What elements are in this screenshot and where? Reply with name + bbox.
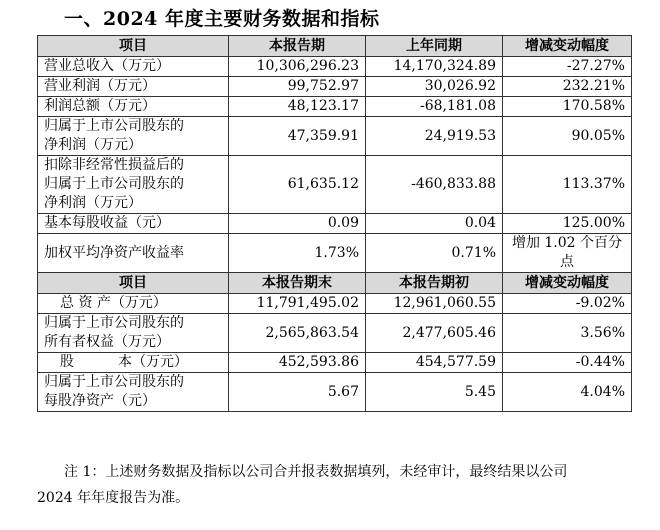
table-row xyxy=(38,214,632,234)
change-value: 增加 1.02 个百分点 xyxy=(503,234,632,273)
table-row xyxy=(38,234,632,273)
row-label: 营业利润（万元） xyxy=(38,77,229,97)
current-value: 2,565,863.54 xyxy=(229,314,366,353)
current-value: 47,359.91 xyxy=(229,117,366,156)
row-label-line: 归属于上市公司股东的 xyxy=(44,374,184,390)
current-value: 452,593.86 xyxy=(229,353,366,373)
row-label: 营业总收入（万元） xyxy=(38,57,229,77)
change-value: 90.05% xyxy=(503,117,632,156)
header-prior-period: 上年同期 xyxy=(366,36,503,57)
row-label xyxy=(38,373,229,412)
change-value: 3.56% xyxy=(503,314,632,353)
row-label: 总 资 产（万元） xyxy=(38,294,229,314)
row-label-line: 归属于上市公司股东的 xyxy=(44,176,184,192)
current-value: 10,306,296.23 xyxy=(229,57,366,77)
row-label xyxy=(38,156,229,214)
row-label xyxy=(38,117,229,156)
table-row xyxy=(38,77,632,97)
current-value: 0.09 xyxy=(229,214,366,234)
financial-table xyxy=(37,35,632,412)
change-value: 113.37% xyxy=(503,156,632,214)
row-label xyxy=(38,314,229,353)
row-label: 加权平均净资产收益率 xyxy=(38,234,229,273)
table-row xyxy=(38,117,632,156)
prior-value: -460,833.88 xyxy=(366,156,503,214)
header-change: 增减变动幅度 xyxy=(503,36,632,57)
row-label-line: 净利润（万元） xyxy=(44,195,142,211)
table1-header-row xyxy=(38,36,632,57)
header-current-period: 本报告期 xyxy=(229,36,366,57)
row-label-line: 每股净资产（元） xyxy=(44,393,156,409)
change-value: -9.02% xyxy=(503,294,632,314)
prior-value: 2,477,605.46 xyxy=(366,314,503,353)
table-row xyxy=(38,373,632,412)
current-value: 1.73% xyxy=(229,234,366,273)
table-row xyxy=(38,97,632,117)
change-value: 4.04% xyxy=(503,373,632,412)
row-label-line: 归属于上市公司股东的 xyxy=(44,315,184,331)
prior-value: 12,961,060.55 xyxy=(366,294,503,314)
prior-value: 24,919.53 xyxy=(366,117,503,156)
row-label-part: 股 xyxy=(60,354,74,370)
change-value: -0.44% xyxy=(503,353,632,373)
header-item: 项目 xyxy=(38,36,229,57)
prior-value: 14,170,324.89 xyxy=(366,57,503,77)
row-label-line: 净利润（万元） xyxy=(44,137,142,153)
current-value: 5.67 xyxy=(229,373,366,412)
current-value: 99,752.97 xyxy=(229,77,366,97)
prior-value: -68,181.08 xyxy=(366,97,503,117)
prior-value: 0.71% xyxy=(366,234,503,273)
table-row xyxy=(38,314,632,353)
section-title: 一、2024 年度主要财务数据和指标 xyxy=(64,8,380,30)
row-label-part: 本（万元） xyxy=(118,354,188,370)
footnote-continued: 2024 年年度报告为准。 xyxy=(37,490,190,506)
row-label xyxy=(38,353,229,373)
table2-header-row xyxy=(38,273,632,294)
header-item: 项目 xyxy=(38,273,229,294)
row-label-line: 所有者权益（万元） xyxy=(44,334,170,350)
table-row xyxy=(38,57,632,77)
row-label: 利润总额（万元） xyxy=(38,97,229,117)
table-row xyxy=(38,294,632,314)
prior-value: 454,577.59 xyxy=(366,353,503,373)
current-value: 48,123.17 xyxy=(229,97,366,117)
header-period-start: 本报告期初 xyxy=(366,273,503,294)
current-value: 11,791,495.02 xyxy=(229,294,366,314)
change-value: -27.27% xyxy=(503,57,632,77)
header-change: 增减变动幅度 xyxy=(503,273,632,294)
current-value: 61,635.12 xyxy=(229,156,366,214)
row-label-line: 归属于上市公司股东的 xyxy=(44,118,184,134)
row-label: 基本每股收益（元） xyxy=(38,214,229,234)
footnote: 注 1：上述财务数据及指标以公司合并报表数据填列，未经审计，最终结果以公司 xyxy=(64,464,568,480)
table-row xyxy=(38,353,632,373)
change-value: 170.58% xyxy=(503,97,632,117)
prior-value: 0.04 xyxy=(366,214,503,234)
prior-value: 5.45 xyxy=(366,373,503,412)
table-row xyxy=(38,156,632,214)
change-value: 232.21% xyxy=(503,77,632,97)
prior-value: 30,026.92 xyxy=(366,77,503,97)
header-period-end: 本报告期末 xyxy=(229,273,366,294)
row-label-line: 扣除非经常性损益后的 xyxy=(44,157,184,173)
change-value: 125.00% xyxy=(503,214,632,234)
